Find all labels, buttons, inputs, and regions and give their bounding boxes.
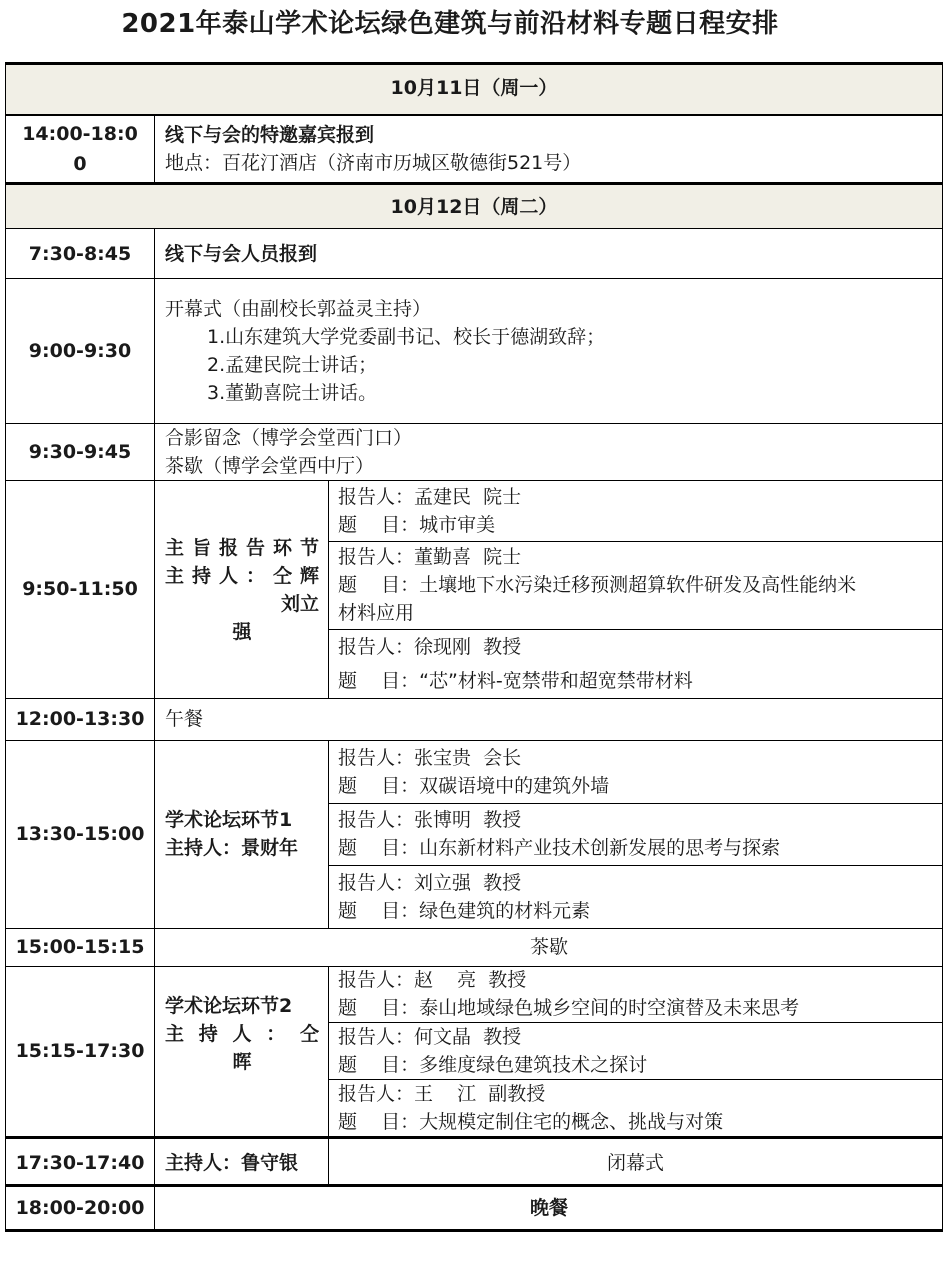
col-divider (154, 116, 155, 183)
table-border (5, 1229, 943, 1232)
opening-title: 开幕式（由副校长郭益灵主持） (165, 297, 432, 320)
document-title: 2021年泰山学术论坛绿色建筑与前沿材料专题日程安排 (121, 9, 779, 39)
session-name: 主旨报告环节 (165, 537, 319, 559)
session-name: 学术论坛环节2 (165, 995, 293, 1017)
row-divider (5, 928, 943, 929)
row-divider (5, 114, 943, 116)
row-divider (5, 278, 943, 279)
event-title: 线下与会的特邀嘉宾报到 (165, 124, 375, 146)
talk-cell (328, 865, 943, 928)
row-divider (328, 541, 943, 542)
row-divider (5, 966, 943, 967)
talk-topic: 题 目：山东新材料产业技术创新发展的思考与探索 (338, 837, 781, 859)
event-cell: 午餐 (165, 708, 204, 730)
table-border (5, 62, 6, 1232)
row-divider (328, 865, 943, 866)
time-cell: 9:00-9:30 (28, 339, 132, 362)
event-cell: 闭幕式 (606, 1151, 664, 1174)
event-cell (155, 116, 943, 182)
talk-cell (328, 629, 943, 698)
event-cell: 线下与会人员报到 (165, 242, 318, 265)
table-border (5, 62, 943, 65)
talk-cell (328, 740, 943, 803)
session-host: 主持人：仝 (165, 1023, 319, 1045)
row-divider (328, 1022, 943, 1023)
talk-speaker: 报告人：董勤喜 院士 (338, 546, 522, 568)
talk-topic: 题 目：绿色建筑的材料元素 (338, 899, 591, 922)
row-divider (328, 803, 943, 804)
time-cell: 9:30-9:45 (28, 440, 132, 463)
col-divider (154, 228, 155, 1231)
talk-topic: 题 目：土壤地下水污染迁移预测超算软件研发及高性能纳米 (338, 574, 857, 596)
talk-cell (328, 541, 943, 629)
time-cell: 15:00-15:15 (15, 936, 145, 958)
row-divider (328, 1079, 943, 1080)
time-cell: 9:50-11:50 (22, 578, 138, 600)
time-cell: 17:30-17:40 (15, 1151, 145, 1174)
session-host-cell (155, 966, 328, 1136)
row-divider (5, 480, 943, 481)
opening-item: 3.董勤喜院士讲话。 (207, 381, 378, 404)
day-header-oct-11: 10月11日（周一） (5, 62, 943, 114)
table-border (942, 62, 943, 1232)
talk-speaker: 报告人：徐现刚 教授 (338, 635, 522, 658)
closing-host: 主持人：鲁守银 (165, 1151, 299, 1174)
talk-topic: 题 目：城市审美 (338, 513, 496, 536)
col-divider (328, 740, 329, 928)
row-divider (328, 629, 943, 630)
event-location: 地点：百花汀酒店（济南市历城区敬德街521号） (165, 152, 582, 174)
session-host-cell (155, 740, 328, 928)
event-cell (155, 278, 943, 423)
event-cell: 晚餐 (529, 1197, 568, 1219)
session-host: 主持人：景财年 (165, 837, 299, 859)
session-name: 学术论坛环节1 (165, 809, 293, 831)
time-cell: 12:00-13:30 (15, 708, 145, 730)
talk-topic-cont: 材料应用 (338, 602, 415, 624)
row-divider (5, 698, 943, 699)
talk-topic: 题 目：大规模定制住宅的概念、挑战与对策 (338, 1110, 724, 1133)
talk-topic: 题 目：双碳语境中的建筑外墙 (338, 774, 610, 797)
talk-speaker: 报告人：赵 亮 教授 (338, 969, 527, 991)
time-cell (5, 116, 155, 182)
talk-cell (328, 1079, 943, 1136)
session-host-cont: 强 (232, 621, 252, 643)
opening-item: 2.孟建民院士讲话； (207, 353, 378, 376)
row-divider (5, 740, 943, 741)
row-divider (5, 423, 943, 424)
col-divider (328, 966, 329, 1186)
talk-speaker: 报告人：何文晶 教授 (338, 1025, 522, 1048)
row-divider (5, 182, 943, 185)
talk-cell (328, 480, 943, 541)
talk-topic: 题 目：“芯”材料-宽禁带和超宽禁带材料 (338, 669, 693, 692)
schedule-table (5, 62, 943, 1232)
session-host-cont: 晖 (232, 1051, 252, 1073)
row-divider (5, 1136, 943, 1139)
talk-topic: 题 目：泰山地域绿色城乡空间的时空演替及未来思考 (338, 997, 800, 1019)
talk-topic: 题 目：多维度绿色建筑技术之探讨 (338, 1053, 648, 1076)
session-host-cell (155, 480, 328, 698)
col-divider (328, 480, 329, 698)
talk-speaker: 报告人：张博明 教授 (338, 809, 522, 831)
event-cell (155, 423, 943, 480)
day-header-oct-12: 10月12日（周二） (5, 185, 943, 229)
event-line: 茶歇（博学会堂西中厅） (165, 454, 375, 477)
session-host-cont: 刘立 (280, 593, 319, 615)
talk-speaker: 报告人：刘立强 教授 (338, 871, 522, 894)
talk-speaker: 报告人：王 江 副教授 (338, 1082, 546, 1105)
time-cell: 7:30-8:45 (28, 242, 132, 265)
time-cell: 13:30-15:00 (15, 823, 145, 845)
talk-cell (328, 803, 943, 865)
time-text: 14:00-18:00 (22, 123, 138, 175)
event-cell: 茶歇 (529, 936, 568, 958)
row-divider (5, 1184, 943, 1187)
talk-cell (328, 1022, 943, 1079)
event-line: 合影留念（博学会堂西门口） (165, 426, 413, 449)
opening-item: 1.山东建筑大学党委副书记、校长于德湖致辞； (207, 325, 606, 348)
talk-speaker: 报告人：孟建民 院士 (338, 485, 522, 508)
talk-cell (328, 966, 943, 1022)
time-cell: 15:15-17:30 (15, 1040, 145, 1062)
row-divider (5, 228, 943, 229)
session-host: 主持人：仝辉 (165, 565, 319, 587)
time-cell: 18:00-20:00 (15, 1197, 145, 1219)
talk-speaker: 报告人：张宝贵 会长 (338, 746, 522, 769)
